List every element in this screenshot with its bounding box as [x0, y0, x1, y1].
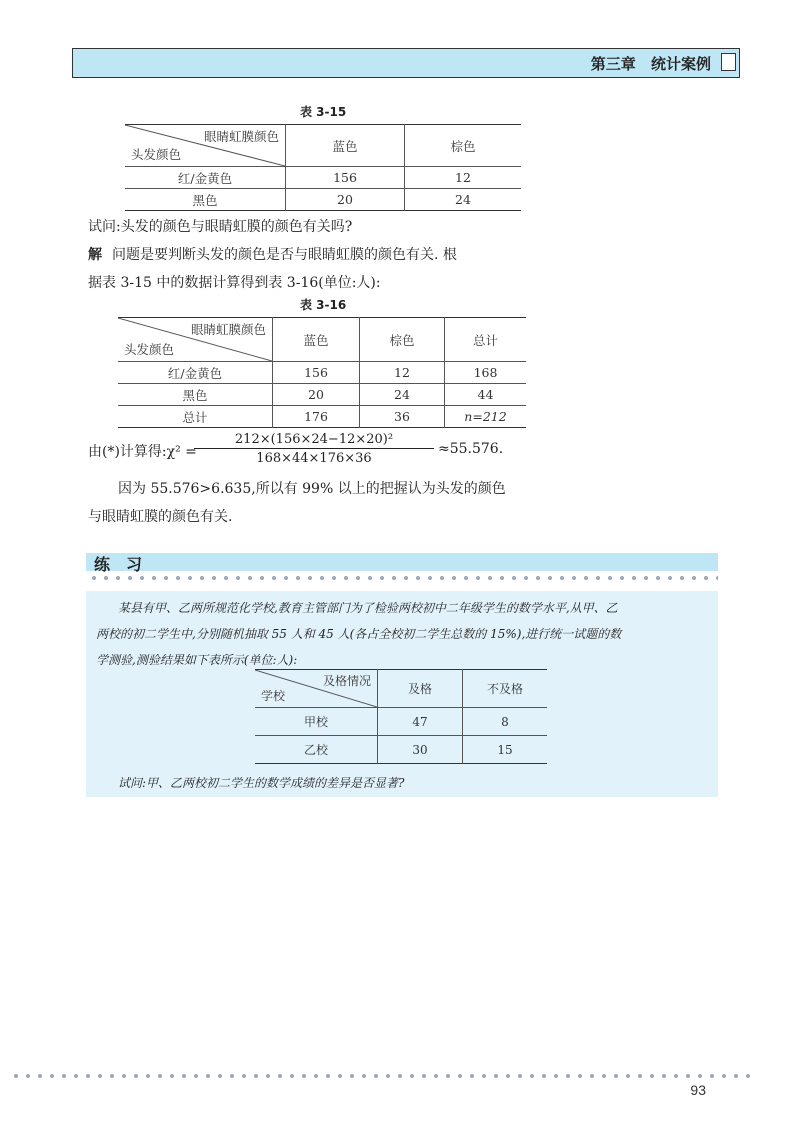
table-cell: 12: [455, 170, 471, 185]
table-row: [118, 384, 526, 406]
corner-top-label: 眼睛虹膜颜色: [190, 322, 266, 337]
chi-square-fraction: [194, 432, 434, 466]
table-cell: 30: [378, 736, 463, 764]
column-header: 蓝色: [273, 318, 360, 362]
table-3-16-corner: [118, 318, 273, 362]
page-number: 93: [690, 1082, 706, 1098]
column-header: 棕色: [360, 318, 445, 362]
table-cell: 12: [360, 362, 445, 384]
table-cell: 156: [286, 167, 405, 189]
table-row: [255, 736, 547, 764]
table-cell: 24: [360, 384, 445, 406]
row-label: 红/金黄色: [125, 167, 286, 189]
table-3-15-caption: 表 3-15: [300, 105, 347, 119]
table-cell: 15: [497, 742, 513, 757]
header-corner-box: [721, 53, 736, 71]
column-header: 总计: [472, 332, 498, 348]
table-row: [118, 362, 526, 384]
table-cell: 8: [501, 714, 509, 729]
table-row: [255, 708, 547, 736]
column-header: 蓝色: [286, 125, 405, 167]
question-text: 试问:头发的颜色与眼睛虹膜的颜色有关吗?: [88, 219, 353, 235]
solution-line-2: 据表 3-15 中的数据计算得到表 3-16(单位:人):: [88, 275, 381, 291]
exercise-title-bar: [86, 553, 718, 571]
table-row: [125, 189, 521, 211]
table-cell: 47: [378, 708, 463, 736]
conclusion-line-2: 与眼睛虹膜的颜色有关.: [88, 509, 233, 525]
exercise-table-corner: [255, 670, 378, 708]
formula-denominator: 168×44×176×36: [256, 451, 372, 466]
solution-text: 问题是要判断头发的颜色是否与眼睛虹膜的颜色有关. 根: [112, 247, 457, 263]
table-cell: 176: [273, 406, 360, 428]
solution-line-1: [88, 243, 457, 267]
table-row: [118, 406, 526, 428]
chapter-number: 第三章: [590, 55, 636, 73]
exercise-line-2: 两校的初二学生中,分别随机抽取 55 人和 45 人(各占全校初二学生总数的 15%),进行统一试题的数: [96, 627, 622, 641]
table-cell: 168: [473, 365, 498, 380]
chapter-name: 统计案例: [650, 55, 711, 73]
conclusion-line-1: 因为 55.576>6.635,所以有 99% 以上的把握认为头发的颜色: [118, 481, 506, 497]
formula-result: ≈55.576.: [438, 441, 504, 457]
exercise-question: 试问:甲、乙两校初二学生的数学成绩的差异是否显著?: [118, 776, 405, 790]
footer-dotted-divider: [10, 1073, 750, 1079]
row-label: 黑色: [118, 384, 273, 406]
chapter-title: [591, 53, 711, 74]
corner-top-label: 眼睛虹膜颜色: [203, 129, 279, 144]
column-header: 棕色: [450, 138, 476, 154]
corner-bottom-label: 学校: [261, 689, 286, 703]
table-3-15: [125, 124, 521, 211]
exercise-title: 练习: [94, 555, 159, 574]
table-3-16-caption: 表 3-16: [300, 298, 347, 312]
row-label: 甲校: [255, 708, 378, 736]
table-cell: 24: [455, 192, 471, 207]
solution-label: 解: [88, 247, 102, 263]
formula-numerator: 212×(156×24−12×20)²: [194, 432, 434, 449]
row-label: 乙校: [255, 736, 378, 764]
corner-top-label: 及格情况: [322, 674, 371, 688]
dotted-divider: [88, 575, 718, 581]
table-cell: n=212: [464, 409, 507, 424]
table-3-15-corner: [125, 125, 286, 167]
table-cell: 20: [273, 384, 360, 406]
table-cell: 36: [360, 406, 445, 428]
corner-bottom-label: 头发颜色: [124, 342, 175, 357]
table-3-16: [118, 317, 526, 428]
table-cell: 156: [273, 362, 360, 384]
row-label: 黑色: [125, 189, 286, 211]
column-header: 不及格: [486, 682, 523, 696]
exercise-table: [255, 669, 547, 764]
formula-prefix: 由(*)计算得:χ² =: [88, 444, 197, 460]
table-row: [125, 167, 521, 189]
chapter-header-bar: [72, 48, 740, 78]
table-cell: 20: [286, 189, 405, 211]
row-label: 总计: [118, 406, 273, 428]
exercise-line-3: 学测验,测验结果如下表所示(单位:人):: [96, 653, 298, 667]
row-label: 红/金黄色: [118, 362, 273, 384]
corner-bottom-label: 头发颜色: [131, 147, 182, 162]
table-cell: 44: [477, 387, 494, 402]
exercise-line-1: 某县有甲、乙两所规范化学校,教育主管部门为了检验两校初中二年级学生的数学水平,从甲、乙: [118, 601, 618, 615]
column-header: 及格: [378, 670, 463, 708]
